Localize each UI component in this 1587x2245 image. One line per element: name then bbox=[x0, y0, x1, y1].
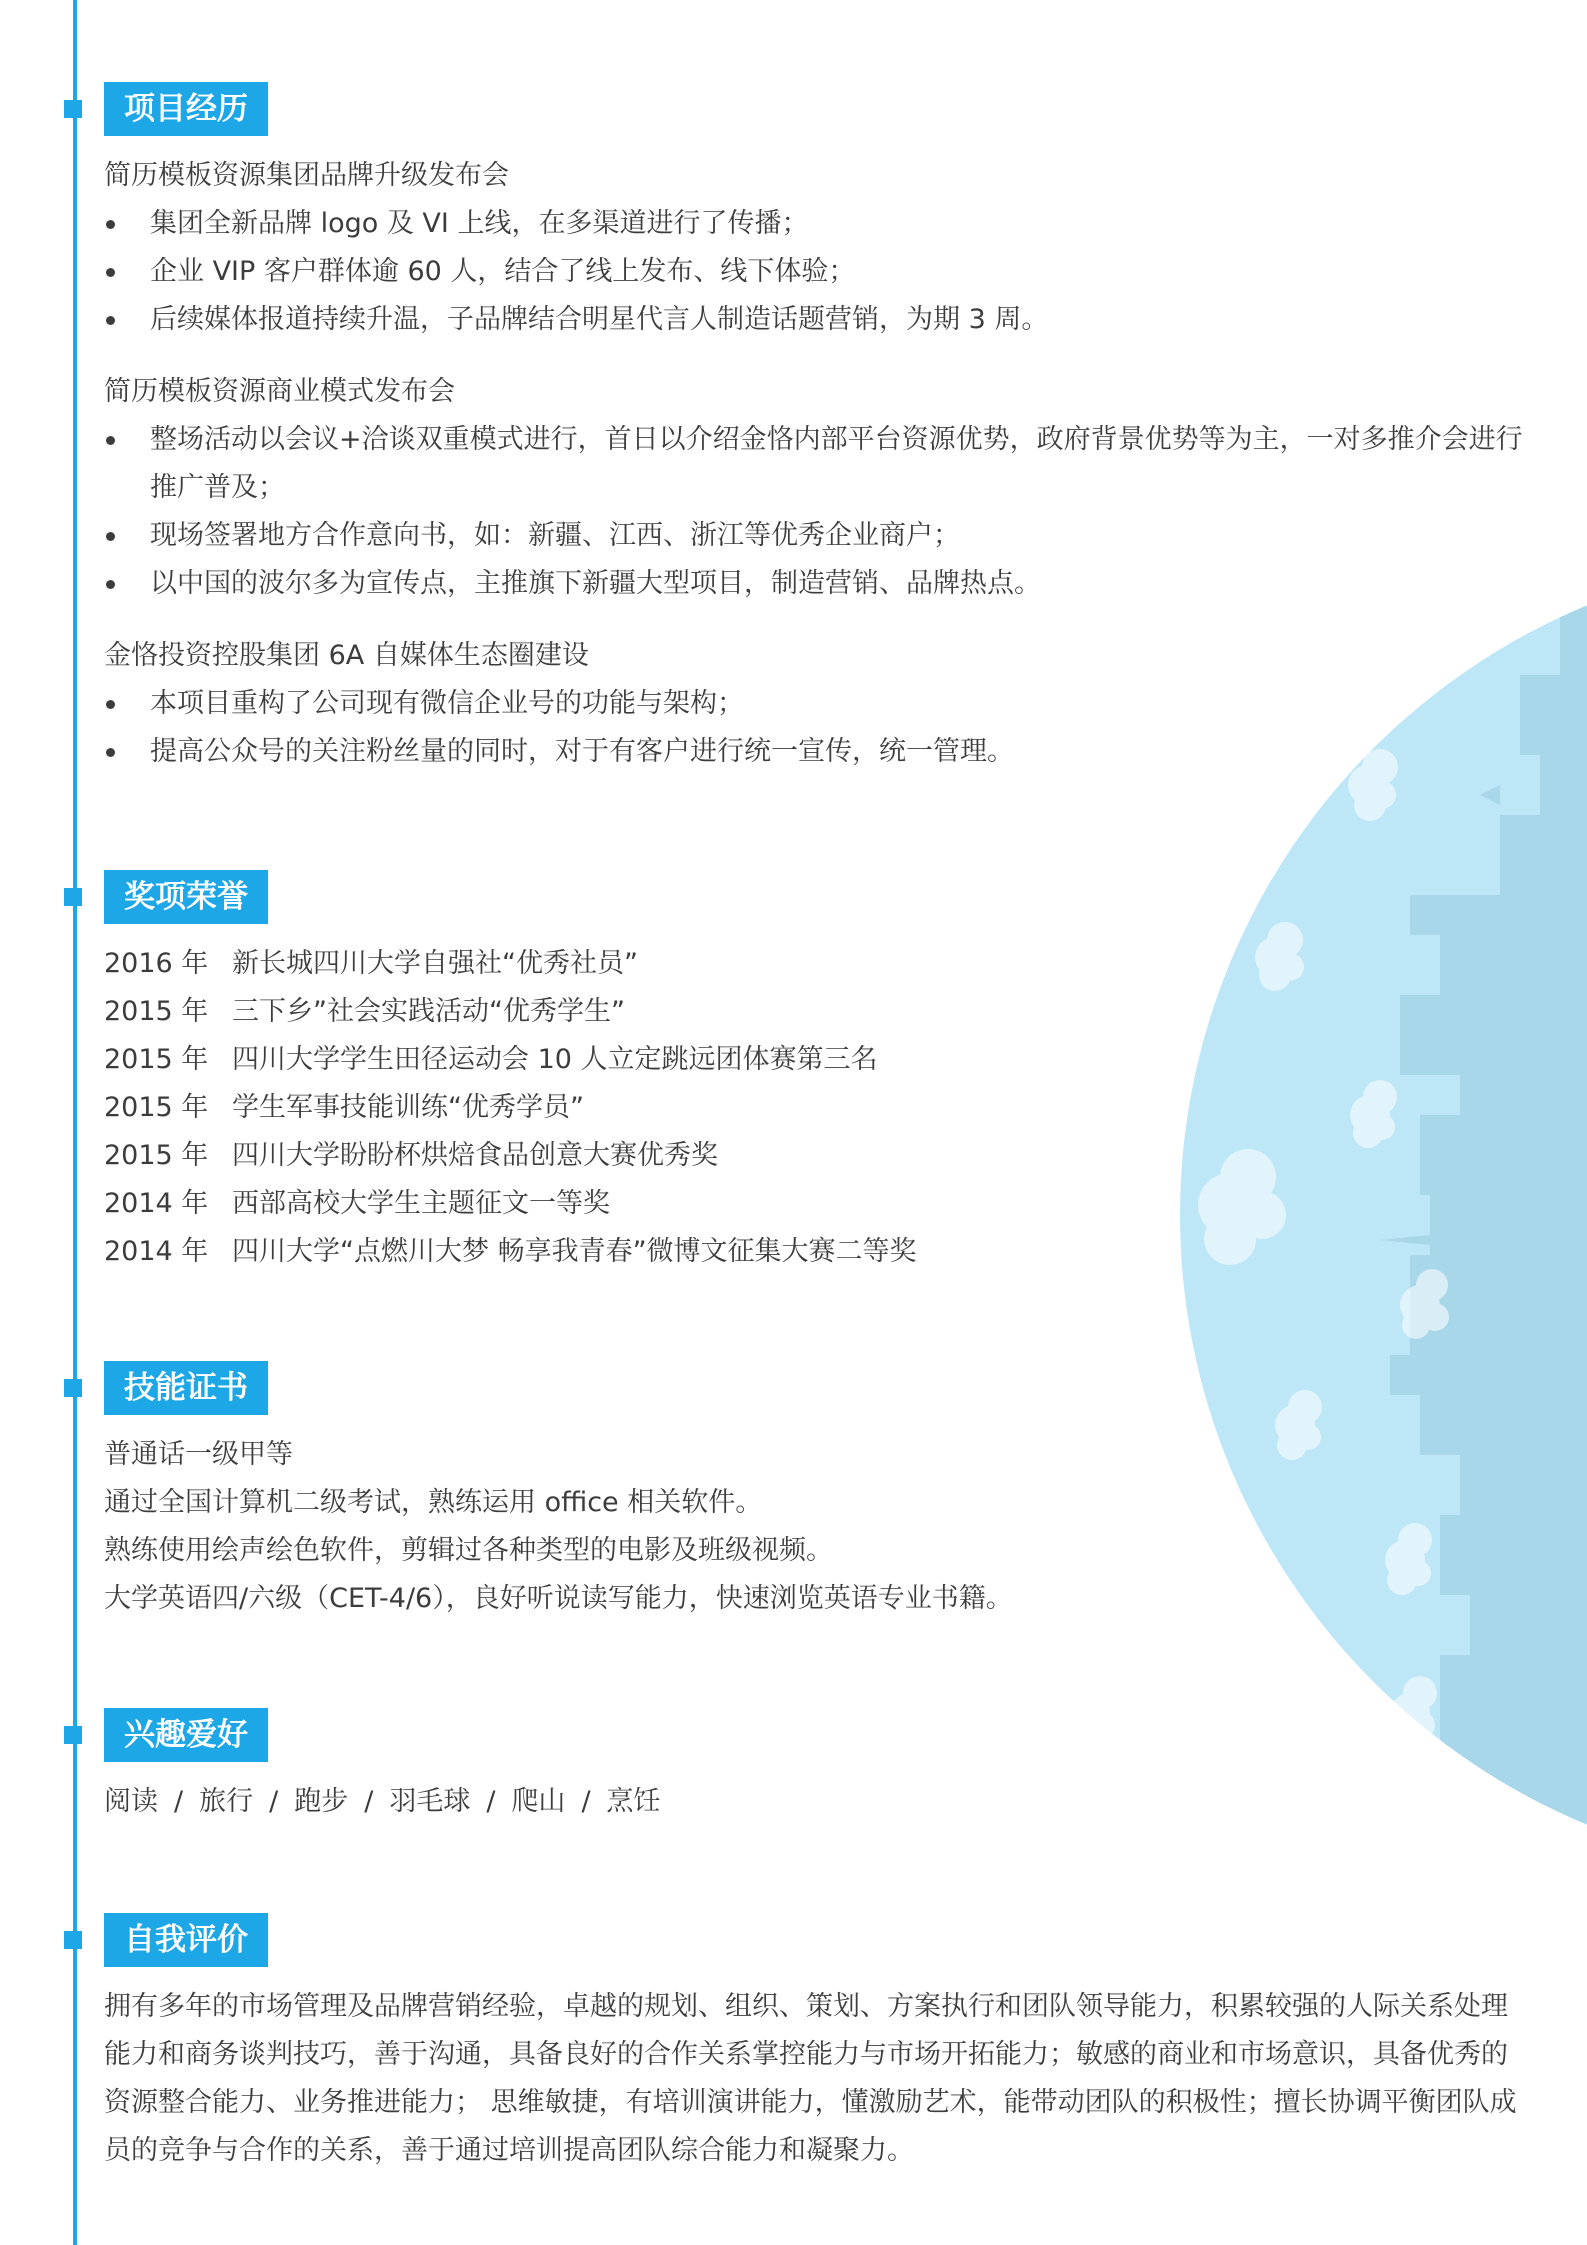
section-marker bbox=[64, 1379, 82, 1397]
award-row bbox=[104, 1228, 1534, 1276]
project-bullet: 后续媒体报道持续升温，子品牌结合明星代言人制造话题营销，为期 3 周。 bbox=[104, 296, 1534, 344]
project-bullet: 整场活动以会议+洽谈双重模式进行，首日以介绍金恪内部平台资源优势，政府背景优势等为主，一对多推介会进行推广普及； bbox=[104, 416, 1534, 512]
section-marker bbox=[64, 100, 82, 118]
project-bullet: 以中国的波尔多为宣传点，主推旗下新疆大型项目，制造营销、品牌热点。 bbox=[104, 560, 1534, 608]
project-bullet: 集团全新品牌 logo 及 VI 上线，在多渠道进行了传播； bbox=[104, 200, 1534, 248]
project-bullet: 现场签署地方合作意向书，如：新疆、江西、浙江等优秀企业商户； bbox=[104, 512, 1534, 560]
project-bullet: 提高公众号的关注粉丝量的同时，对于有客户进行统一宣传，统一管理。 bbox=[104, 728, 1534, 776]
hobby-list bbox=[104, 1778, 1534, 1826]
award-row bbox=[104, 1132, 1534, 1180]
hobby-separator: / bbox=[364, 1786, 374, 1817]
project-group bbox=[104, 152, 1534, 344]
hobby-item: 跑步 bbox=[294, 1786, 349, 1817]
award-text: 新长城四川大学自强社“优秀社员” bbox=[232, 948, 638, 979]
hobby-item: 阅读 bbox=[104, 1786, 158, 1817]
award-year: 2015 年 bbox=[104, 1092, 209, 1123]
award-text: 四川大学盼盼杯烘焙食品创意大赛优秀奖 bbox=[232, 1140, 718, 1171]
hobby-separator: / bbox=[581, 1786, 591, 1817]
section-title: 技能证书 bbox=[104, 1361, 268, 1415]
section-title: 自我评价 bbox=[104, 1913, 268, 1967]
section-title: 奖项荣誉 bbox=[104, 870, 268, 924]
section-marker bbox=[64, 888, 82, 906]
award-row bbox=[104, 940, 1534, 988]
project-name: 简历模板资源集团品牌升级发布会 bbox=[104, 160, 509, 191]
projects-section bbox=[104, 82, 1534, 776]
award-year: 2016 年 bbox=[104, 948, 209, 979]
self-evaluation-text: 拥有多年的市场管理及品牌营销经验，卓越的规划、组织、策划、方案执行和团队领导能力，积累较强的人际关系处理能力和商务谈判技巧，善于沟通，具备良好的合作关系掌控能力与市场开拓能力；敏感的商业和市场意识，具备优秀的资源整合能力、业务推进能力； 思维敏捷，有培训演讲能力，懂激励艺术，能带动团队的积极性；擅长协调平衡团队成员的竞争与合作的关系，善于通过培训提高团队综合能力和凝聚力。 bbox=[104, 1991, 1517, 2166]
skill-line: 普通话一级甲等 bbox=[104, 1439, 293, 1470]
award-text: 三下乡”社会实践活动“优秀学生” bbox=[232, 996, 625, 1027]
award-row bbox=[104, 1036, 1534, 1084]
skill-line: 大学英语四/六级（CET-4/6），良好听说读写能力，快速浏览英语专业书籍。 bbox=[104, 1583, 1013, 1614]
project-group bbox=[104, 632, 1534, 776]
award-row bbox=[104, 988, 1534, 1036]
award-year: 2014 年 bbox=[104, 1236, 209, 1267]
award-text: 学生军事技能训练“优秀学员” bbox=[232, 1092, 584, 1123]
award-text: 四川大学学生田径运动会 10 人立定跳远团体赛第三名 bbox=[232, 1044, 878, 1075]
skills-section bbox=[104, 1361, 1534, 1623]
award-text: 四川大学“点燃川大梦 畅享我青春”微博文征集大赛二等奖 bbox=[232, 1236, 917, 1267]
section-title: 项目经历 bbox=[104, 82, 268, 136]
section-marker bbox=[64, 1726, 82, 1744]
award-year: 2014 年 bbox=[104, 1188, 209, 1219]
hobby-item: 旅行 bbox=[199, 1786, 254, 1817]
hobbies-section bbox=[104, 1708, 1534, 1826]
hobby-separator: / bbox=[174, 1786, 184, 1817]
section-title: 兴趣爱好 bbox=[104, 1708, 268, 1762]
hobby-item: 爬山 bbox=[511, 1786, 566, 1817]
skill-line: 熟练使用绘声绘色软件，剪辑过各种类型的电影及班级视频。 bbox=[104, 1535, 833, 1566]
award-text: 西部高校大学生主题征文一等奖 bbox=[232, 1188, 610, 1219]
project-group bbox=[104, 368, 1534, 608]
award-row bbox=[104, 1084, 1534, 1132]
hobby-item: 烹饪 bbox=[606, 1786, 661, 1817]
timeline-line bbox=[73, 0, 77, 2245]
hobby-item: 羽毛球 bbox=[389, 1786, 471, 1817]
project-name: 简历模板资源商业模式发布会 bbox=[104, 376, 455, 407]
award-year: 2015 年 bbox=[104, 1044, 209, 1075]
hobby-separator: / bbox=[269, 1786, 279, 1817]
project-bullet: 企业 VIP 客户群体逾 60 人，结合了线上发布、线下体验； bbox=[104, 248, 1534, 296]
award-year: 2015 年 bbox=[104, 1140, 209, 1171]
section-marker bbox=[64, 1931, 82, 1949]
awards-section bbox=[104, 870, 1534, 1276]
project-bullet: 本项目重构了公司现有微信企业号的功能与架构； bbox=[104, 680, 1534, 728]
hobby-separator: / bbox=[486, 1786, 496, 1817]
self-evaluation-section bbox=[104, 1913, 1534, 2175]
project-name: 金恪投资控股集团 6A 自媒体生态圈建设 bbox=[104, 640, 589, 671]
award-year: 2015 年 bbox=[104, 996, 209, 1027]
award-row bbox=[104, 1180, 1534, 1228]
skill-line: 通过全国计算机二级考试，熟练运用 office 相关软件。 bbox=[104, 1487, 763, 1518]
